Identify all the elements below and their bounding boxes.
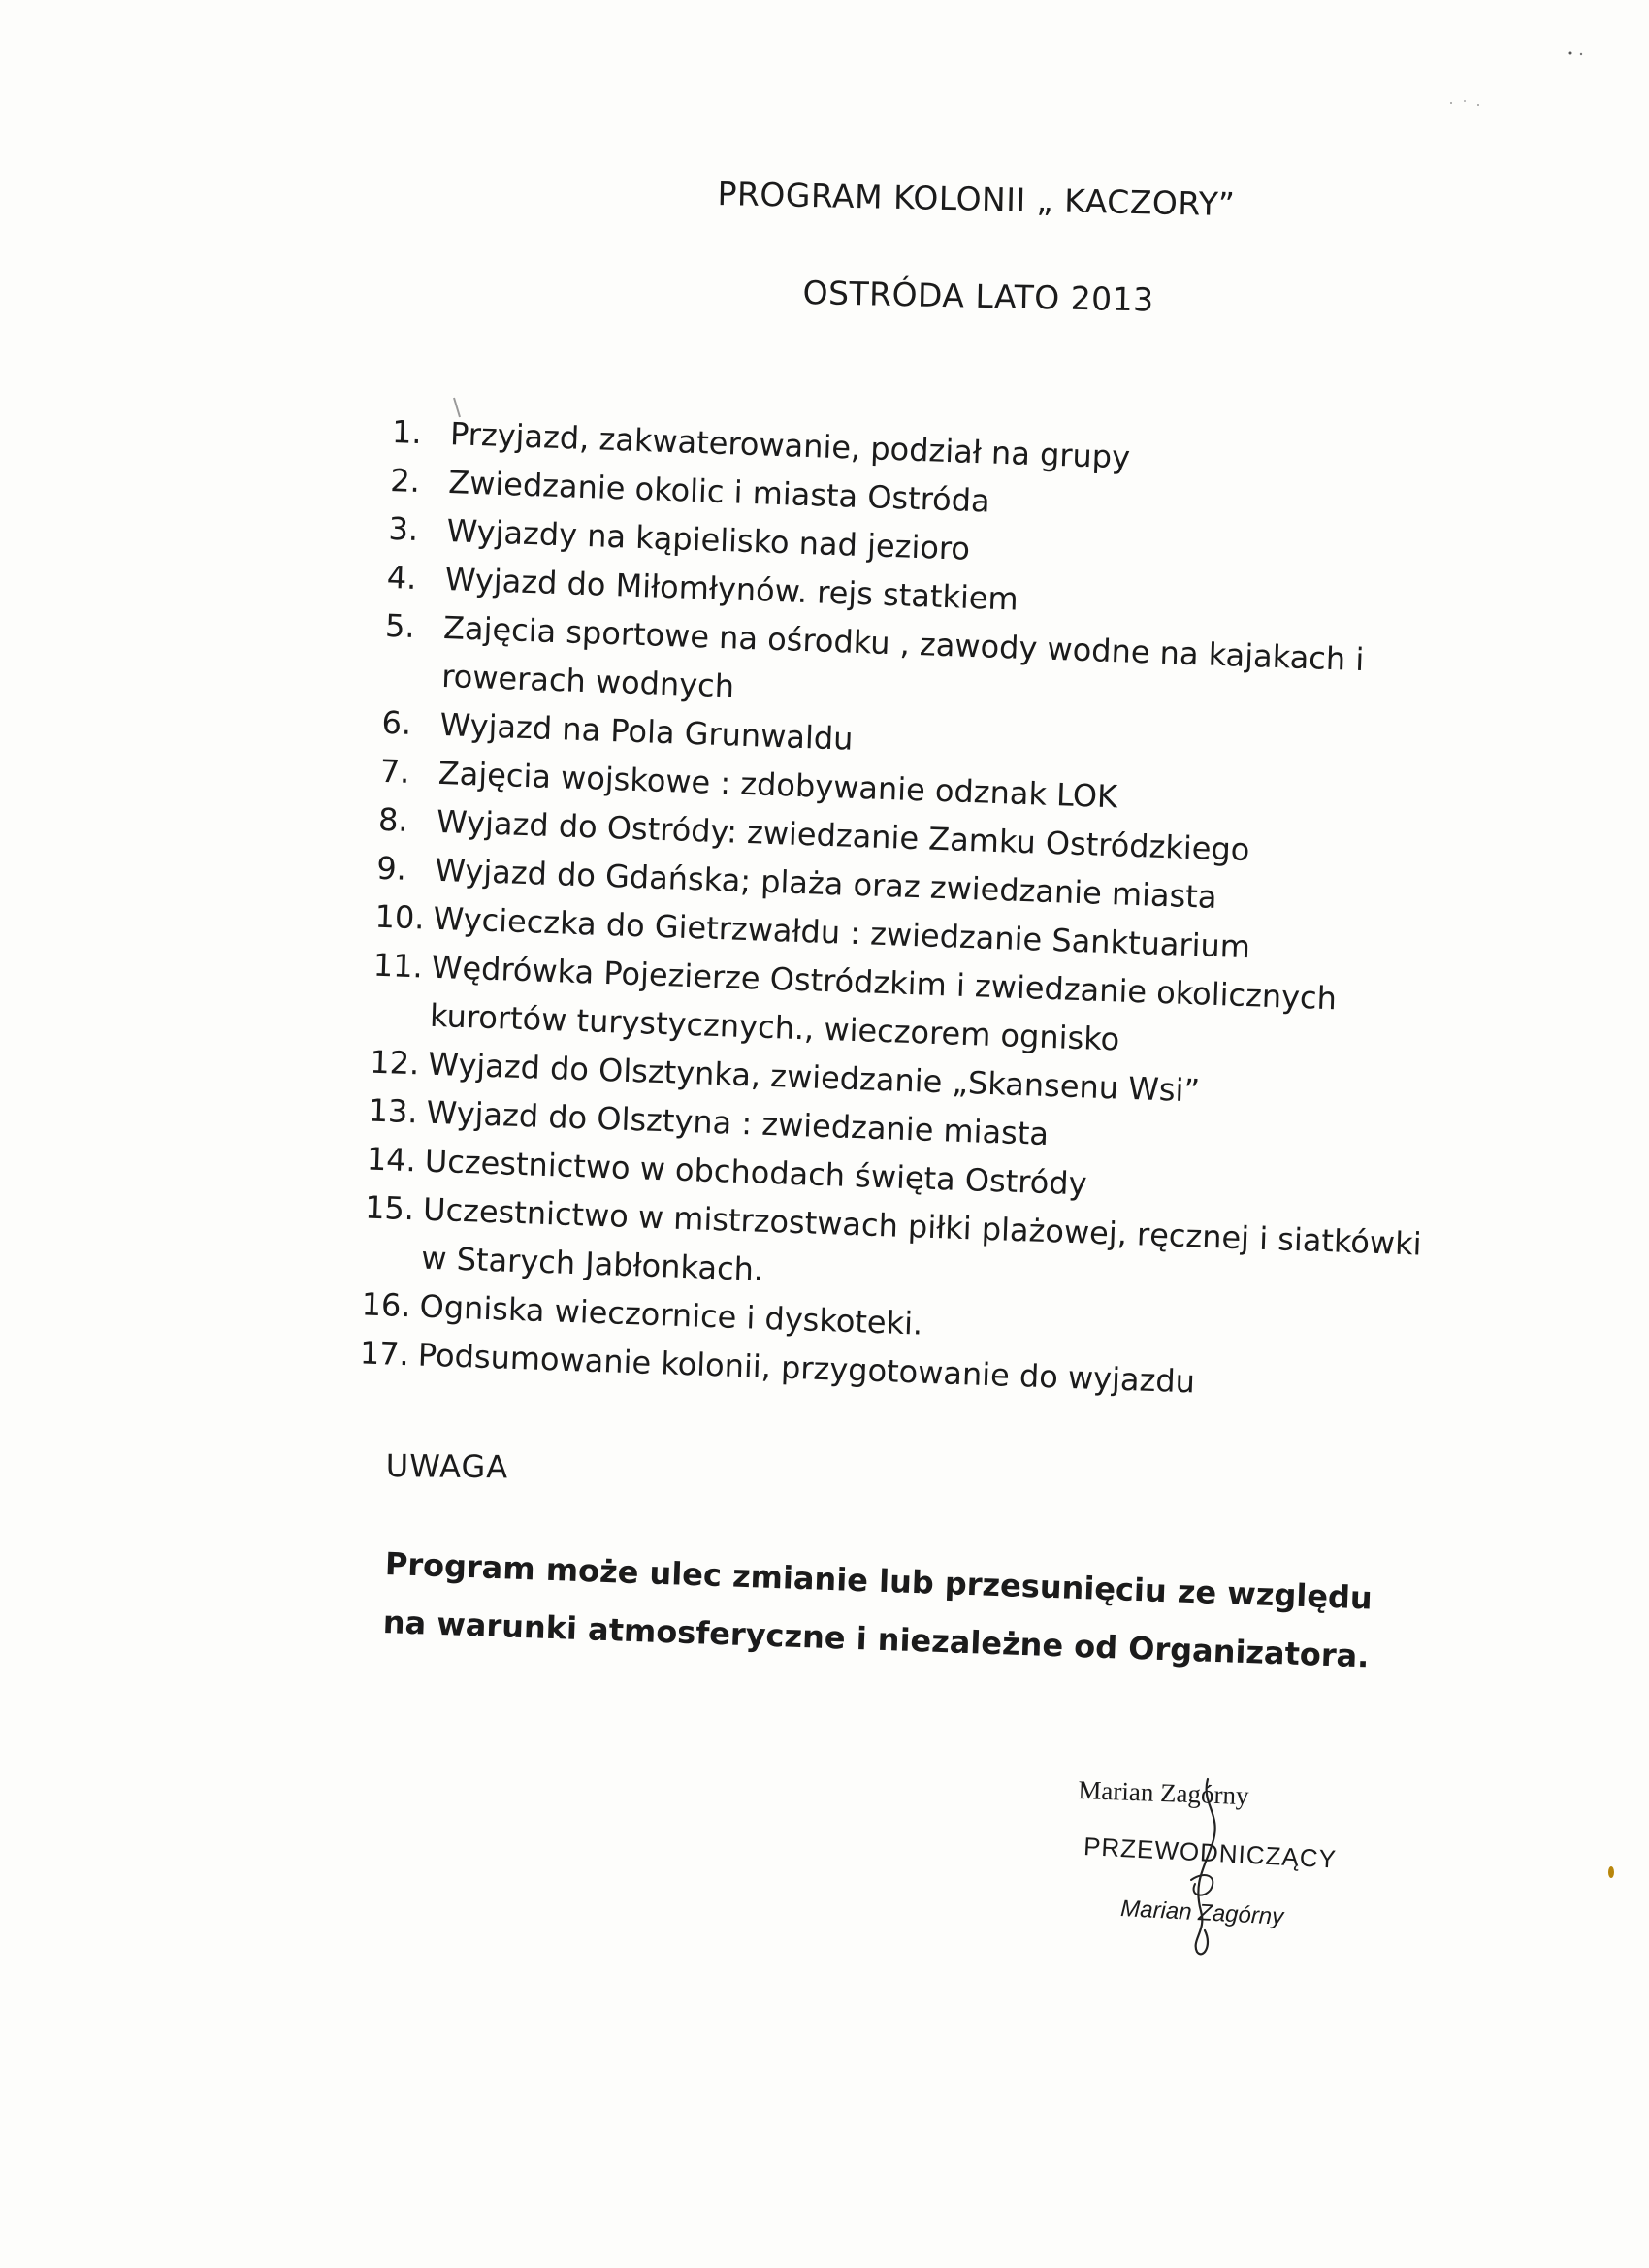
item-text: Uczestnictwo w mistrzostwach piłki plażowej, ręcznej i siatkówki w Starych Jabłonkach. — [420, 1190, 1423, 1288]
signature-block — [1077, 1775, 1368, 1979]
item-text: Uczestnictwo w obchodach święta Ostródy — [424, 1142, 1088, 1203]
scan-speck — [1567, 49, 1586, 58]
item-text: Wycieczka do Gietrzwałdu : zwiedzanie Sanktuarium — [432, 899, 1251, 966]
item-number: 11. — [372, 946, 424, 986]
signatory-role-stamp: PRZEWODNICZĄCY — [1083, 1831, 1338, 1874]
item-text: Ogniska wieczornice i dyskoteki. — [419, 1287, 923, 1343]
item-text: Zajęcia wojskowe : zdobywanie odznak LOK — [437, 754, 1118, 816]
item-text: Zwiedzanie okolic i miasta Ostróda — [447, 464, 991, 520]
item-number: 4. — [386, 558, 418, 597]
signatory-stamp-name: Marian Zagórny — [1119, 1895, 1284, 1930]
notice-text: Program może ulec zmianie lub przesunięciu ze względu na warunki atmosferyczne i niezależne od Organizatora. — [382, 1544, 1374, 1675]
item-text: Zajęcia sportowe na ośrodku , zawody wodne na kajakach i rowerach wodnych — [440, 608, 1365, 705]
item-number: 3. — [387, 509, 419, 548]
signatory-name: Marian Zagórny — [1077, 1775, 1250, 1811]
item-text: Wyjazd na Pola Grunwaldu — [438, 705, 855, 758]
item-text: Wyjazd do Olsztyna : zwiedzanie miasta — [425, 1093, 1050, 1153]
item-text: Wyjazdy na kąpielisko nad jezioro — [445, 512, 971, 567]
scan-speck — [1445, 97, 1484, 109]
document-title: PROGRAM KOLONII „ KACZORY” — [717, 175, 1236, 224]
item-text: Wyjazd do Olsztynka, zwiedzanie „Skansenu Wsi” — [427, 1045, 1201, 1110]
item-text: Wyjazd do Miłomłynów. rejs statkiem — [444, 560, 1019, 618]
item-number: 8. — [377, 800, 409, 839]
item-number: 7. — [379, 752, 411, 791]
notice-heading: UWAGA — [385, 1447, 509, 1486]
item-text: Wyjazd do Gdańska; plaża oraz zwiedzanie miasta — [434, 851, 1218, 916]
item-number: 2. — [389, 461, 421, 501]
item-text: Przyjazd, zakwaterowanie, podział na grupy — [449, 415, 1131, 476]
item-number: 5. — [384, 606, 416, 645]
document-subtitle: OSTRÓDA LATO 2013 — [802, 274, 1155, 319]
item-number: 15. — [364, 1188, 415, 1228]
item-number: 12. — [369, 1043, 420, 1083]
item-number: 1. — [391, 412, 423, 452]
scan-speck — [1606, 1864, 1616, 1880]
item-number: 6. — [380, 703, 412, 742]
item-number: 16. — [361, 1285, 412, 1325]
scan-speck — [448, 396, 464, 421]
item-number: 13. — [368, 1091, 419, 1131]
item-text: Wyjazd do Ostródy: zwiedzanie Zamku Ostródzkiego — [436, 802, 1251, 869]
program-list — [359, 407, 1478, 1414]
item-text: Wędrówka Pojezierze Ostródzkim i zwiedzanie okolicznych kurortów turystycznych., wieczorem ognisko — [429, 948, 1338, 1058]
item-number: 17. — [359, 1334, 410, 1374]
item-number: 10. — [374, 897, 426, 937]
item-number: 14. — [366, 1140, 417, 1180]
item-text: Podsumowanie kolonii, przygotowanie do wyjazdu — [417, 1336, 1196, 1401]
item-number: 9. — [375, 849, 407, 888]
